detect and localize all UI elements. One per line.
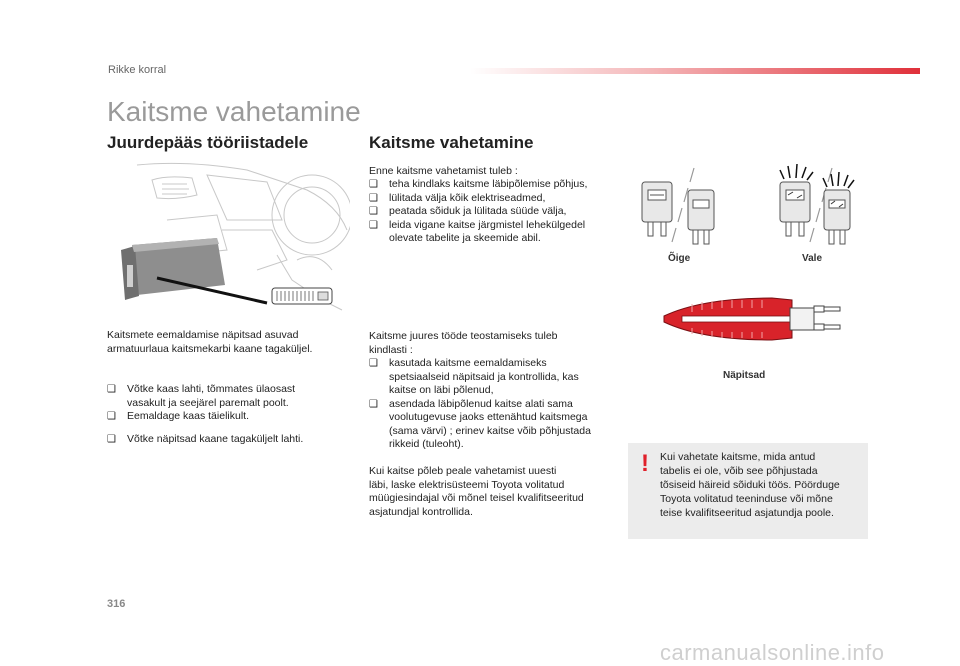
page-number: 316 [107, 598, 126, 610]
middle-closing [369, 465, 614, 519]
list-item [369, 192, 614, 206]
header-accent-bar [470, 68, 920, 74]
warning-line: teise kvalifitseeritud asjatundja poole. [660, 507, 834, 519]
checkbox-bullet-icon: ❑ [107, 433, 116, 445]
dashboard-fusebox-illustration [107, 160, 350, 315]
caption-correct: Õige [668, 253, 691, 264]
list-item [369, 398, 614, 452]
list-item-text: teha kindlaks kaitsme läbipõlemise põhjus, [389, 178, 588, 190]
para-line: kindlasti : [369, 343, 413, 356]
checkbox-bullet-icon: ❑ [369, 398, 378, 410]
para-line: Kui kaitse põleb peale vahetamist uuesti [369, 465, 557, 477]
caption-wrong: Vale [802, 253, 823, 264]
checkbox-bullet-icon: ❑ [369, 219, 378, 231]
fuse-comparison-illustration [636, 160, 864, 252]
list-item [107, 383, 347, 410]
middle-intro: Enne kaitsme vahetamist tuleb : [369, 165, 518, 177]
list-item-text: voolutugevuse jaoks ettenähtud kaitsmega [389, 411, 588, 423]
para-line: asjatundjal kontrollida. [369, 505, 473, 518]
list-item [369, 178, 614, 192]
warning-line: tabelis ei ole, võib see põhjustada [660, 465, 818, 477]
list-item-text: Võtke kaas lahti, tõmmates ülaosast [127, 383, 296, 395]
para-line: läbi, laske elektrisüsteemi Toyota volitatud [369, 478, 565, 491]
list-item-text: leida vigane kaitse järgmistel lehekülgedel [389, 218, 586, 231]
list-item [369, 357, 614, 398]
watermark: carmanualsonline.info [660, 640, 885, 665]
left-intro-line: armatuurlaua kaitsmekarbi kaane tagaküljel. [107, 342, 313, 355]
list-item-text: olevate tabelite ja skeemide abil. [389, 232, 541, 244]
middle-para2 [369, 330, 614, 357]
list-item [107, 410, 347, 424]
list-item-text: rikkeid (tuleoht). [389, 438, 464, 450]
fuse-tweezers-illustration [662, 292, 844, 348]
warning-line: tõsiseid häireid sõiduki töös. Pöörduge [660, 479, 840, 491]
warning-line: Kui vahetate kaitsme, mida antud [660, 451, 816, 463]
list-item-text: lülitada välja kõik elektriseadmed, [389, 191, 546, 204]
list-item-text: peatada sõiduk ja lülitada süüde välja, [389, 205, 567, 217]
list-item-text: Eemaldage kaas täielikult. [127, 410, 249, 422]
left-intro-line: Kaitsmete eemaldamise näpitsad asuvad [107, 329, 299, 341]
checkbox-bullet-icon: ❑ [369, 206, 378, 217]
warning-line: Toyota volitatud teeninduse või mõne [660, 493, 833, 505]
list-item-text: kasutada kaitsme eemaldamiseks [389, 357, 547, 369]
page-title: Kaitsme vahetamine [107, 96, 361, 127]
list-item-text: vasakult ja seejärel paremalt poolt. [127, 396, 289, 409]
list-item-text: kaitse on läbi põlenud, [389, 384, 494, 396]
list-item-text: (sama värvi) ; erinev kaitse võib põhjustada [389, 424, 591, 437]
checkbox-bullet-icon: ❑ [369, 192, 378, 204]
warning-text [660, 450, 860, 520]
middle-heading: Kaitsme vahetamine [369, 133, 534, 152]
list-item-text: spetsiaalseid näpitsaid ja kontrollida, kas [389, 370, 579, 383]
caption-tweezers: Näpitsad [723, 370, 766, 381]
checkbox-bullet-icon: ❑ [369, 179, 378, 190]
para-line: Kaitsme juures tööde teostamiseks tuleb [369, 330, 558, 342]
left-steps-list [107, 383, 347, 446]
list-item-text: asendada läbipõlenud kaitse alati sama [389, 397, 573, 410]
left-heading: Juurdepääs tööriistadele [107, 133, 309, 152]
para-line: müügiesindajal või mõnel teisel kvalifitseeritud [369, 492, 584, 504]
section-label: Rikke korral [108, 64, 167, 76]
middle-work-steps-list [369, 357, 614, 452]
checkbox-bullet-icon: ❑ [107, 411, 116, 422]
warning-exclamation-icon: ! [641, 450, 649, 477]
list-item [369, 219, 614, 246]
checkbox-bullet-icon: ❑ [107, 384, 116, 395]
list-item-text: Võtke näpitsad kaane tagaküljelt lahti. [127, 432, 304, 445]
left-intro [107, 329, 347, 356]
checkbox-bullet-icon: ❑ [369, 358, 378, 369]
list-item [107, 433, 347, 447]
list-item [369, 205, 614, 219]
middle-pre-steps-list [369, 178, 614, 246]
